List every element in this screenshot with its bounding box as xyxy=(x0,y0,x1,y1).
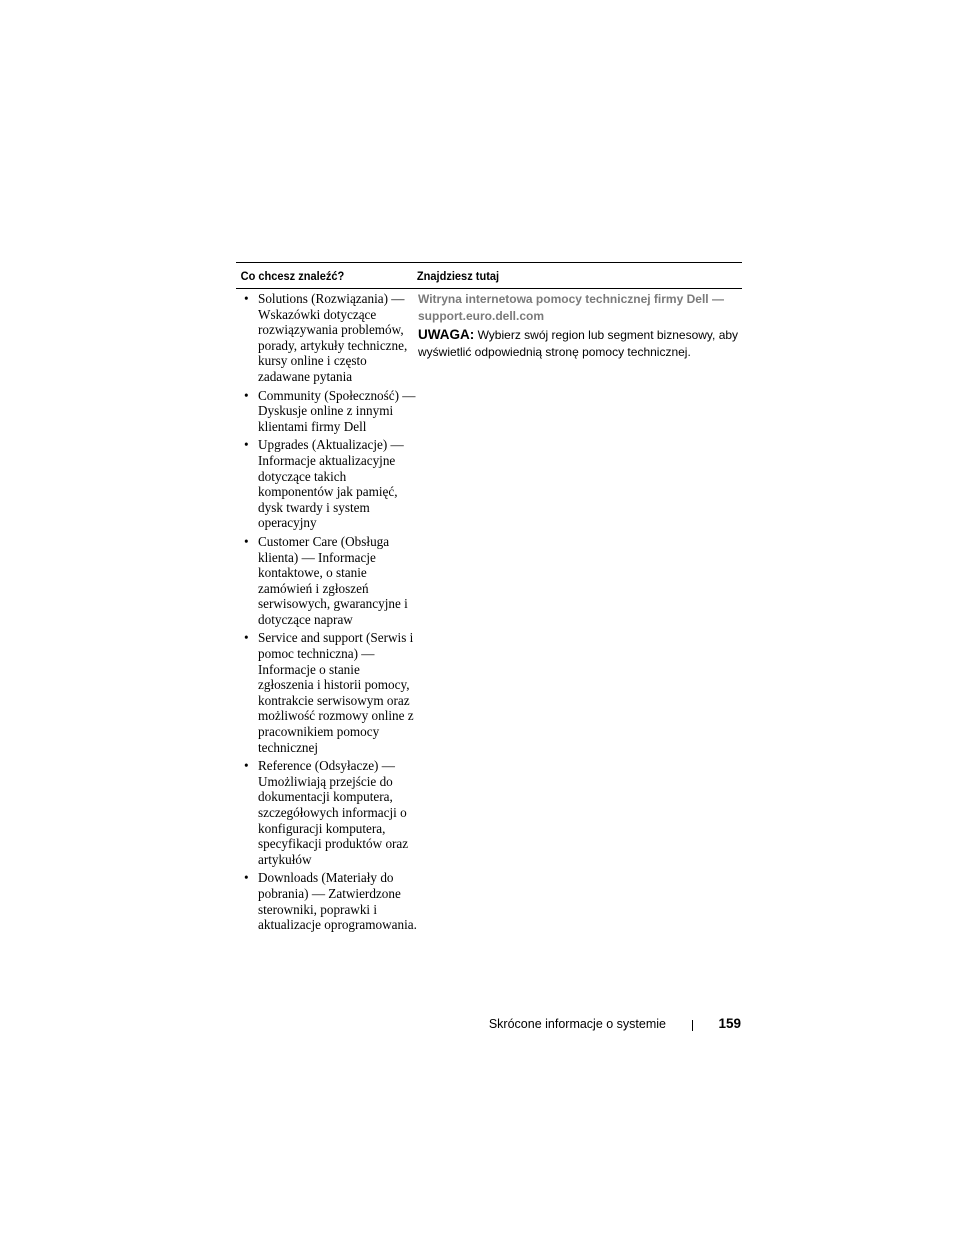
topics-column xyxy=(236,291,418,936)
note-text: Wybierz swój region lub segment biznesowy, aby wyświetlić odpowiednią stronę pomocy technicznej. xyxy=(418,328,739,359)
list-item: • Solutions (Rozwiązania) — Wskazówki dotyczące rozwiązywania problemów, porady, artykuły techniczne, kursy online i często zadawane pytania xyxy=(244,291,408,384)
header-where-to-find: Znajdziesz tutaj xyxy=(416,268,500,283)
info-table xyxy=(236,262,742,936)
footer-title: Skrócone informacje o systemie xyxy=(488,1017,666,1031)
support-site-url: support.euro.dell.com xyxy=(418,308,545,323)
page-number: 159 xyxy=(718,1016,741,1031)
list-item: • Reference (Odsyłacze) — Umożliwiają przejście do dokumentacji komputera, szczegółowych informacji o konfiguracji komputera, specyfikacji produktów oraz artykułów xyxy=(244,758,409,867)
list-item-text: Service and support (Serwis i pomoc techniczna) — Informacje o stanie zgłoszenia i historii pomocy, kontrakcie serwisowym oraz możliwość rozmowy online z pracownikiem pomocy technicznej xyxy=(258,630,414,755)
list-item: • Downloads (Materiały do pobrania) — Zatwierdzone sterowniki, poprawki i aktualizacje oprogramowania. xyxy=(244,870,417,933)
support-site-title: Witryna internetowa pomocy technicznej firmy Dell — xyxy=(418,292,724,306)
list-item: • Community (Społeczność) — Dyskusje online z innymi klientami firmy Dell xyxy=(244,387,416,434)
list-item-text: Community (Społeczność) — Dyskusje online z innymi klientami firmy Dell xyxy=(258,387,416,434)
list-item-text: Customer Care (Obsługa klienta) — Informacje kontaktowe, o stanie zamówień i zgłoszeń serwisowych, gwarancyjne i dotyczące napraw xyxy=(258,533,408,627)
list-item: • Upgrades (Aktualizacje) — Informacje aktualizacyjne dotyczące takich komponentów jak pamięć, dysk twardy i system operacyjny xyxy=(244,437,404,531)
page-footer xyxy=(0,1015,954,1035)
list-item: • Service and support (Serwis i pomoc techniczna) — Informacje o stanie zgłoszenia i historii pomocy, kontrakcie serwisowym oraz możliwość rozmowy online z pracownikiem pomocy technicznej xyxy=(244,630,414,755)
footer-separator xyxy=(692,1020,693,1031)
table-header-row xyxy=(236,263,702,288)
topics-list xyxy=(236,291,418,933)
header-what-to-find: Co chcesz znaleźć? xyxy=(240,268,345,283)
support-site-link[interactable] xyxy=(418,291,742,324)
list-item-text: Downloads (Materiały do pobrania) — Zatwierdzone sterowniki, poprawki i aktualizacje oprogramowania. xyxy=(258,870,417,933)
list-item: • Customer Care (Obsługa klienta) — Informacje kontaktowe, o stanie zamówień i zgłoszeń serwisowych, gwarancyjne i dotyczące napraw xyxy=(244,533,408,627)
list-item-text: Reference (Odsyłacze) — Umożliwiają przejście do dokumentacji komputera, szczegółowych informacji o konfiguracji komputera, specyfikacji produktów oraz artykułów xyxy=(258,758,409,867)
table-body-row xyxy=(236,289,742,936)
source-column xyxy=(418,291,742,936)
note-label: UWAGA: xyxy=(418,327,475,342)
note-block xyxy=(418,327,742,360)
list-item-text: Upgrades (Aktualizacje) — Informacje aktualizacyjne dotyczące takich komponentów jak pamięć, dysk twardy i system operacyjny xyxy=(258,437,404,531)
list-item-text: Solutions (Rozwiązania) — Wskazówki dotyczące rozwiązywania problemów, porady, artykuły techniczne, kursy online i często zadawane pytania xyxy=(258,291,408,384)
